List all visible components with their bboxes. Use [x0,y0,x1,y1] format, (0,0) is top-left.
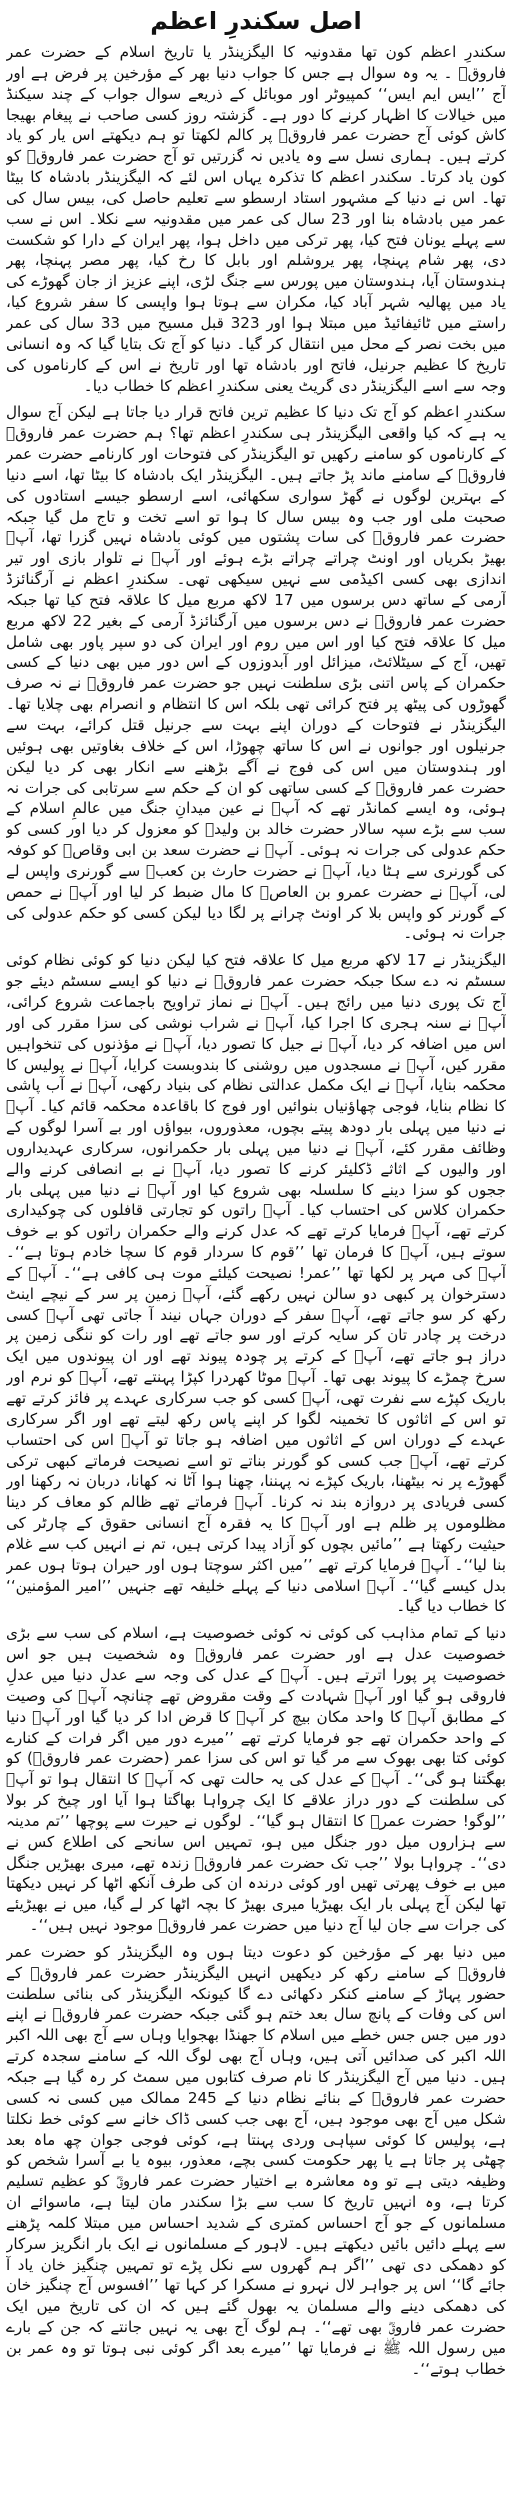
article-paragraph: میں دنیا بھر کے مؤرخین کو دعوت دیتا ہوں وہ الیگزینڈر کو حضرت عمر فاروقؓ کے سامنے رکھ کر دیکھیں انہیں الیگزینڈر حضرت عمر فاروقؓ کے حضور پہاڑ کے سامنے کنکر دکھائی دے گا کیونکہ الیگزینڈر کی بنائی سلطنت اس کی وفات کے پانچ سال بعد ختم ہو گئی جبکہ حضرت عمر فاروقؓ نے اپنے دور میں جس جس خطے میں اسلام کا جھنڈا بھجوایا وہاں سے آج بھی اللہ اکبر اللہ اکبر کی صدائیں آتی ہیں، وہاں آج بھی لوگ اللہ کے سامنے سجدہ کرتے ہیں۔ دنیا میں آج الیگزینڈر کا نام صرف کتابوں میں سمٹ کر رہ گیا ہے جبکہ حضرت عمر فاروقؓ کے بنائے نظام دنیا کے 245 ممالک میں کسی نہ کسی شکل میں آج بھی موجود ہیں، آج بھی جب کسی ڈاک خانے سے کوئی خط نکلتا ہے، پولیس کا کوئی سپاہی وردی پہنتا ہے، کوئی فوجی جوان چھ ماہ بعد چھٹی پر جاتا ہے یا پھر حکومت کسی بچے، معذور، بیوہ یا بے آسرا شخص کو وظیفہ دیتی ہے تو وہ معاشرہ بے اختیار حضرت عمر فاروقؓ کو عظیم تسلیم کرتا ہے، وہ انہیں تاریخ کا سب سے بڑا سکندر مان لیتا ہے، ماسوائے ان مسلمانوں کے جو آج احساس کمتری کے شدید احساس میں مبتلا کلمہ پڑھنے سے پہلے دائیں بائیں دیکھتے ہیں۔ لاہور کے مسلمانوں نے ایک بار انگریز سرکار کو دھمکی دی تھی ’’اگر ہم گھروں سے نکل پڑے تو تمہیں چنگیز خان یاد آ جائے گا‘‘ اس پر جواہر لال نہرو نے مسکرا کر کہا تھا ’’افسوس آج چنگیز خان کی دھمکی دینے والے مسلمان یہ بھول گئے ہیں کہ ان کی تاریخ میں ایک حضرت عمر فاروقؓ بھی تھے‘‘۔ ہم لوگ آج بھی یہ نہیں جانتے کہ جن کے بارے میں رسول اللہ ﷺ نے فرمایا تھا ’’میرے بعد اگر کوئی نبی ہوتا تو وہ عمر بن خطاب ہوتے‘‘۔ [6,1942,506,2378]
article-paragraph: الیگزینڈر نے 17 لاکھ مربع میل کا علاقہ فتح کیا لیکن دنیا کو کوئی نظام کوئی سسٹم نہ دے سکا جبکہ حضرت عمر فاروقؓ نے دنیا کو ایسے سسٹم دیئے جو آج تک پوری دنیا میں رائج ہیں۔ آپؓ نے نماز تراویح باجماعت شروع کرائی، آپؓ نے سنہ ہجری کا اجرا کیا، آپؓ نے شراب نوشی کی سزا مقرر کی اور اس میں اضافہ کر دیا، آپؓ نے جیل کا تصور دیا، آپؓ نے مؤذنوں کی تنخواہیں مقرر کیں، آپؓ نے مسجدوں میں روشنی کا بندوبست کرایا، آپؓ نے پولیس کا محکمہ بنایا، آپؓ نے ایک مکمل عدالتی نظام کی بنیاد رکھی، آپؓ نے آب پاشی کا نظام بنایا، فوجی چھاؤنیاں بنوائیں اور فوج کا باقاعدہ محکمہ قائم کیا۔ آپؓ نے دنیا میں پہلی بار دودھ پیتے بچوں، معذوروں، بیواؤں اور بے آسرا لوگوں کے وظائف مقرر کئے، آپؓ نے دنیا میں پہلی بار حکمرانوں، سرکاری عہدیداروں اور والیوں کے اثاثے ڈکلیئر کرنے کا تصور دیا، آپؓ نے بے انصافی کرنے والے ججوں کو سزا دینے کا سلسلہ بھی شروع کیا اور آپؓ نے دنیا میں پہلی بار حکمران کلاس کی احتساب کیا۔ آپؓ راتوں کو تجارتی قافلوں کی چوکیداری کرتے تھے، آپؓ فرمایا کرتے تھے کہ عدل کرنے والے حکمران راتوں کو بے خوف سوتے ہیں، آپؓ کا فرمان تھا ’’قوم کا سردار قوم کا سچا خادم ہوتا ہے‘‘۔ آپؓ کی مہر پر لکھا تھا ’’عمر! نصیحت کیلئے موت ہی کافی ہے‘‘۔ آپؓ کے دسترخوان پر کبھی دو سالن نہیں رکھے گئے، آپؓ زمین پر سر کے نیچے اینٹ رکھ کر سو جاتے تھے، آپؓ سفر کے دوران جہاں نیند آ جاتی تھی آپؓ کسی درخت پر چادر تان کر سایہ کرتے اور سو جاتے تھے اور رات کو ننگی زمین پر دراز ہو جاتے تھے، آپؓ کے کرتے پر چودہ پیوند تھے اور ان پیوندوں میں ایک سرخ چمڑے کا پیوند بھی تھا۔ آپؓ موٹا کھردرا کپڑا پہنتے تھے، آپؓ کو نرم اور باریک کپڑے سے نفرت تھی، آپؓ کسی کو جب سرکاری عہدے پر فائز کرتے تھے تو اس کے اثاثوں کا تخمینہ لگوا کر اپنے پاس رکھ لیتے تھے اور اگر سرکاری عہدے کے دوران اس کے اثاثوں میں اضافہ ہو جاتا تو آپؓ اس کی احتساب کرتے تھے، آپؓ جب کسی کو گورنر بناتے تو اسے نصیحت فرماتے کبھی ترکی گھوڑے پر نہ بیٹھنا، باریک کپڑے نہ پہننا، چھنا ہوا آٹا نہ کھانا، دربان نہ رکھنا اور کسی فریادی پر دروازہ بند نہ کرنا۔ آپؓ فرماتے تھے ظالم کو معاف کر دینا مظلوموں پر ظلم ہے اور آپؓ کا یہ فقرہ آج انسانی حقوق کے چارٹر کی حیثیت رکھتا ہے ’’مائیں بچوں کو آزاد پیدا کرتی ہیں، تم نے انہیں کب سے غلام بنا لیا‘‘۔ آپؓ فرمایا کرتے تھے ’’میں اکثر سوچتا ہوں اور حیران ہوتا ہوں عمر بدل کیسے گیا‘‘۔ آپؓ اسلامی دنیا کے پہلے خلیفہ تھے جنہیں ’’امیر المؤمنین‘‘ کا خطاب دیا گیا۔ [6,951,506,1616]
article-paragraph: دنیا کے تمام مذاہب کی کوئی نہ کوئی خصوصیت ہے، اسلام کی سب سے بڑی خصوصیت عدل ہے اور حضرت عمر فاروقؓ وہ شخصیت ہیں جو اس خصوصیت پر پورا اترتے ہیں۔ آپؓ کے عدل کی وجہ سے عدل دنیا میں عدلِ فاروقی ہو گیا اور آپؓ شہادت کے وقت مقروض تھے چنانچہ آپؓ کی وصیت کے مطابق آپؓ کا واحد مکان بیچ کر آپؓ کا قرض ادا کر دیا گیا اور آپؓ دنیا کے واحد حکمران تھے جو فرمایا کرتے تھے ’’میرے دور میں اگر فرات کے کنارے کوئی کتا بھی بھوک سے مر گیا تو اس کی سزا عمر (حضرت عمر فاروقؓ) کو بھگتنا ہو گی‘‘۔ آپؓ کے عدل کی یہ حالت تھی کہ آپؓ کا انتقال ہوا تو آپؓ کی سلطنت کے دور دراز علاقے کا ایک چرواہا بھاگتا ہوا آیا اور چیخ کر بولا ’’لوگو! حضرت عمرؓ کا انتقال ہو گیا‘‘۔ لوگوں نے حیرت سے پوچھا ’’تم مدینہ سے ہزاروں میل دور جنگل میں ہو، تمہیں اس سانحے کی اطلاع کس نے دی‘‘۔ چرواہا بولا ’’جب تک حضرت عمر فاروقؓ زندہ تھے، میری بھیڑیں جنگل میں بے خوف پھرتی تھیں اور کوئی درندہ ان کی طرف آنکھ اٹھا کر نہیں دیکھتا تھا لیکن آج پہلی بار ایک بھیڑیا میری بھیڑ کا بچہ اٹھا کر لے گیا، میں نے بھیڑیئے کی جرات سے جان لیا آج دنیا میں حضرت عمر فاروقؓ موجود نہیں ہیں‘‘۔ [6,1624,506,1935]
article-body [6,42,506,2512]
article-headline: اصل سکندرِ اعظم [150,7,362,35]
article-paragraph: سکندرِ اعظم کون تھا مقدونیہ کا الیگزینڈر یا تاریخ اسلام کے حضرت عمر فاروقؓ ۔ یہ وہ سوال ہے جس کا جواب دنیا بھر کے مؤرخین پر فرض ہے اور آج ’’ایس ایم ایس‘‘ کمپیوٹر اور موبائل کے ذریعے سوال جواب کے چند سیکنڈ میں خیالات کا اظہار کرنے کا دور ہے۔ گزشتہ روز کسی صاحب نے پیغام بھیجا کاش کوئی آج حضرت عمر فاروقؓ پر کالم لکھتا تو ہم دیکھتے اس یار کو یاد کرتے ہیں۔ ہماری نسل سے وہ یادیں نہ گزرتیں تو آج حضرت عمر فاروقؓ کو کون یاد کرتا۔ سکندر اعظم کا تذکرہ یہاں اس لئے کہ الیگزینڈر بادشاہ کا بیٹا تھا۔ اس نے دنیا کے مشہور استاد ارسطو سے تعلیم حاصل کی، بیس سال کی عمر میں بادشاہ بنا اور 23 سال کی عمر میں مقدونیہ سے نکلا۔ اس نے سب سے پہلے یونان فتح کیا، پھر ترکی میں داخل ہوا، پھر ایران کے دارا کو شکست دی، پھر شام پہنچا، پھر یروشلم اور بابل کا رخ کیا، پھر مصر پہنچا، پھر ہندوستان آیا، ہندوستان میں پورس سے جنگ لڑی، اپنے عزیز از جان گھوڑے کی یاد میں پھالیہ شہر آباد کیا، مکران سے ہوتا ہوا واپسی کا سفر شروع کیا، راستے میں ٹائیفائیڈ میں مبتلا ہوا اور 323 قبل مسیح میں 33 سال کی عمر میں بخت نصر کے محل میں انتقال کر گیا۔ دنیا کو آج تک بتایا گیا کہ وہ انسانی تاریخ کا عظیم جرنیل، فاتح اور بادشاہ تھا اور تاریخ نے اس کے کارناموں کی وجہ سے اسے الیگزینڈر دی گریٹ یعنی سکندرِ اعظم کا خطاب دیا۔ [6,43,506,395]
article-paragraph: سکندرِ اعظم کو آج تک دنیا کا عظیم ترین فاتح قرار دیا جاتا ہے لیکن آج سوال یہ ہے کہ کیا واقعی الیگزینڈر ہی سکندرِ اعظم تھا؟ ہم حضرت عمر فاروقؓ کے کارناموں کو سامنے رکھیں تو الیگزینڈر کی فتوحات اور کارنامے حضرت عمر فاروقؓ کے سامنے ماند پڑ جاتے ہیں۔ الیگزینڈر ایک بادشاہ کا بیٹا تھا، اسے دنیا کے بہترین لوگوں نے گھڑ سواری سکھائی، اسے ارسطو جیسے استادوں کی صحبت ملی اور جب وہ بیس سال کا ہوا تو اسے تخت و تاج مل گیا جبکہ حضرت عمر فاروقؓ کی سات پشتوں میں کوئی بادشاہ نہیں گزرا تھا، آپؓ بھیڑ بکریاں اور اونٹ چراتے چراتے بڑے ہوئے اور آپؓ نے تلوار بازی اور تیر اندازی بھی کسی اکیڈمی سے نہیں سیکھی تھی۔ سکندرِ اعظم نے آرگنائزڈ آرمی کے ساتھ دس برسوں میں 17 لاکھ مربع میل کا علاقہ فتح کیا تھا جبکہ حضرت عمر فاروقؓ نے دس برسوں میں آرگنائزڈ آرمی کے بغیر 22 لاکھ مربع میل کا علاقہ فتح کیا اور اس میں روم اور ایران کی دو سپر پاور بھی شامل تھیں، آج کے سیٹلائٹ، میزائل اور آبدوزوں کے اس دور میں بھی دنیا کے کسی حکمران کے پاس اتنی بڑی سلطنت نہیں جو حضرت عمر فاروقؓ نے نہ صرف گھوڑوں کی پیٹھ پر فتح کرائی تھی بلکہ اس کا انتظام و انصرام بھی چلایا تھا۔ الیگزینڈر نے فتوحات کے دوران اپنے بہت سے جرنیل قتل کرائے، بہت سے جرنیلوں اور جوانوں نے اس کا ساتھ چھوڑا، اس کے خلاف بغاوتیں بھی ہوئیں اور ہندوستان میں اس کی فوج نے آگے بڑھنے سے انکار بھی کر دیا لیکن حضرت عمر فاروقؓ کے کسی ساتھی کو ان کے حکم سے سرتابی کی جرات نہ ہوئی، وہ ایسے کمانڈر تھے کہ آپؓ نے عین میدانِ جنگ میں عالمِ اسلام کے سب سے بڑے سپہ سالار حضرت خالد بن ولیدؓ کو معزول کر دیا اور کسی کو حکم عدولی کی جرات نہ ہوئی۔ آپؓ نے حضرت سعد بن ابی وقاصؓ کو کوفہ کی گورنری سے ہٹا دیا، آپؓ نے حضرت حارث بن کعبؓ سے گورنری واپس لے لی، آپؓ نے حضرت عمرو بن العاصؓ کا مال ضبط کر لیا اور آپؓ نے حمص کے گورنر کو واپس بلا کر اونٹ چرانے پر لگا دیا لیکن کسی کو حکم عدولی کی جرات نہ ہوئی۔ [6,403,506,943]
